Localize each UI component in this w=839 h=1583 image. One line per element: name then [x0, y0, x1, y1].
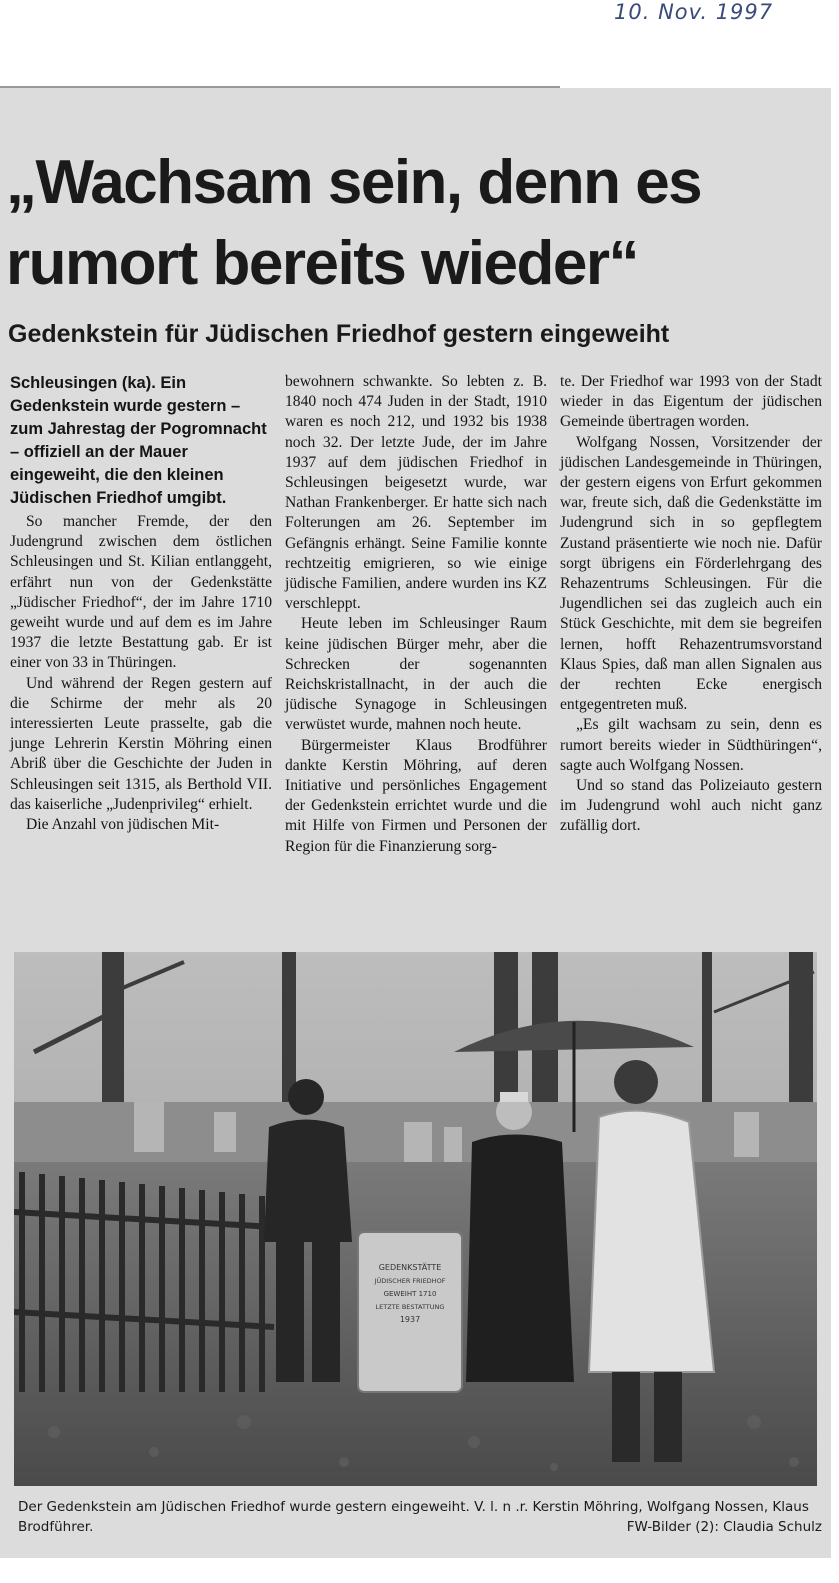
caption-text: Der Gedenkstein am Jüdischen Friedhof wurde gestern eingeweiht. V. l. n .r. Kerstin Möhring, Wolfgang Nossen, Klaus Brodführer. — [18, 1499, 809, 1535]
article-column-2 — [285, 372, 547, 857]
article-column-3 — [560, 372, 822, 837]
stone-line: GEDENKSTÄTTE — [378, 1263, 442, 1272]
handwritten-date: 10. Nov. 1997 — [614, 0, 774, 24]
article-headline: „Wachsam sein, denn es rumort bereits wieder“ — [6, 148, 702, 298]
article-subheadline: Gedenkstein für Jüdischen Friedhof gestern eingeweiht — [8, 320, 670, 348]
photo-caption — [18, 1497, 822, 1537]
paragraph: Heute leben im Schleusinger Raum keine jüdischen Bürger mehr, aber die Schrecken der sogenannten Reichskristallnacht, in der auch die jüdische Synagoge in Schleusingen verwüstet wurde, mahnen noch heute. — [285, 615, 547, 734]
paragraph: Und so stand das Polizeiauto gestern im Judengrund wohl auch nicht ganz zufällig dort. — [560, 777, 822, 835]
paragraph: So mancher Fremde, der den Judengrund zwischen dem östlichen Schleusingen und St. Kilian entlanggeht, erfährt nun von der Gedenkstätte „Jüdischer Friedhof“, der im Jahre 1710 geweiht wurde und auf dem es im Jahre 1937 die letzte Bestattung gab. Er ist einer von 33 in Thüringen. — [10, 513, 272, 672]
photo-credit: FW-Bilder (2): Claudia Schulz — [626, 1519, 822, 1535]
stone-line: GEWEIHT 1710 — [383, 1290, 437, 1298]
memorial-stone — [358, 1232, 462, 1392]
stone-line: LETZTE BESTATTUNG — [375, 1303, 445, 1311]
paragraph: bewohnern schwankte. So lebten z. B. 1840 noch 474 Juden in der Stadt, 1910 waren es noch 212, und 1932 bis 1938 noch 32. Der letzte Jude, der im Jahre 1937 auf dem jüdischen Friedhof in Schleusingen beigesetzt wurde, war Nathan Frankenberger. Er hatte sich nach Folterungen am 26. September im Gefängnis erhängt. Seine Familie konnte rechtzeitig emigrieren, so wie einige jüdische Familien, andere wurden ins KZ verschleppt. — [285, 373, 547, 613]
stone-line: JÜDISCHER FRIEDHOF — [374, 1277, 446, 1285]
paragraph: Die Anzahl von jüdischen Mit- — [26, 816, 220, 834]
paragraph: Bürgermeister Klaus Brodführer dankte Kerstin Möhring, auf deren Initiative und persönliches Engagement der Gedenkstein errichtet wurde und die mit Hilfe von Firmen und Personen der Region für die Finanzierung sorg- — [285, 736, 547, 855]
article-lead: Schleusingen (ka). Ein Gedenkstein wurde gestern – zum Jahrestag der Pogromnacht – offiziell an der Mauer eingeweiht, die den kleinen Jüdischen Friedhof umgibt. — [10, 374, 267, 507]
stone-line: 1937 — [399, 1315, 421, 1324]
paragraph: Wolfgang Nossen, Vorsitzender der jüdischen Landesgemeinde in Thüringen, der gestern eigens von Erfurt gekommen war, freute sich, daß die Gedenkstätte im Judengrund sich in so gepflegtem Zustand präsentierte wie noch nie. Dafür sorgt übrigens ein Förderlehrgang des Rehazentrums Schleusingen. Für die Jugendlichen sei das zugleich auch ein Stück Geschichte, mit dem sie begreifen lernen, hofft Rehazentrumsvorstand Klaus Spies, daß man allen Signalen aus der rechten Ecke energisch entgegentreten muß. — [560, 433, 822, 714]
article-column-1 — [10, 372, 272, 835]
paragraph: „Es gilt wachsam zu sein, denn es rumort bereits wieder in Südthüringen“, sagte auch Wolfgang Nossen. — [560, 716, 822, 774]
paragraph: Und während der Regen gestern auf die Schirme der mehr als 20 interessierten Leute prasselte, gab die junge Lehrerin Kerstin Möhring einen Abriß über die Geschichte der Juden in Schleusingen seit 1315, als Berthold VII. das kaiserliche „Judenprivileg“ erhielt. — [10, 674, 272, 813]
paragraph: te. Der Friedhof war 1993 von der Stadt wieder in das Eigentum der jüdischen Gemeinde übertragen worden. — [560, 373, 822, 431]
cemetery-photo — [14, 952, 817, 1486]
